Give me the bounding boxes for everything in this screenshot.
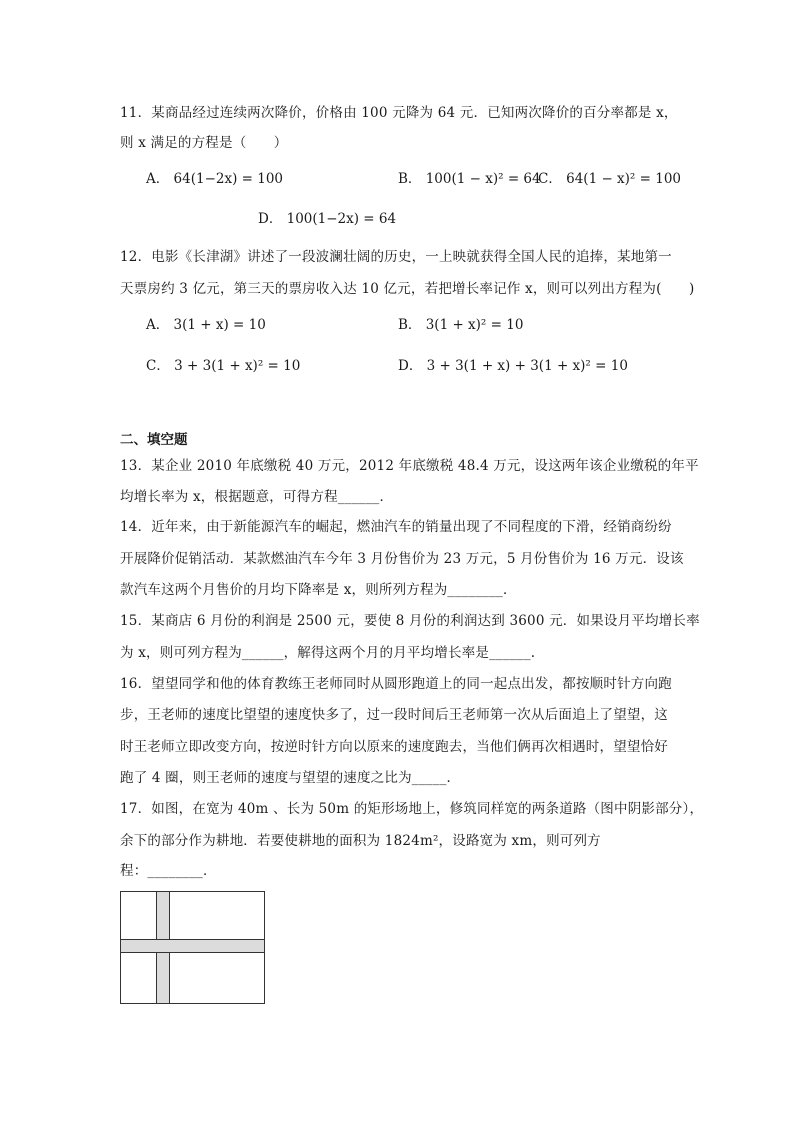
q13-line2: 均增长率为 x，根据题意，可得方程______． — [120, 489, 394, 505]
q12-line1: 12．电影《长津湖》讲述了一段波澜壮阔的历史，一上映就获得全国人民的追捧，某地第一 — [120, 249, 672, 265]
q16-line4: 跑了 4 圈，则王老师的速度与望望的速度之比为_____． — [120, 770, 461, 786]
q13-line1: 13．某企业 2010 年底缴税 40 万元，2012 年底缴税 48.4 万元，设这两年该企业缴税的年平 — [120, 458, 699, 474]
q11-option-c: C． 64(1 − x)² = 100 — [538, 171, 682, 187]
q15-line2: 为 x，则可列方程为______，解得这两个月的月平均增长率是______. — [120, 645, 536, 661]
rectangular-field-figure — [120, 891, 265, 1004]
q12-line2: 天票房约 3 亿元，第三天的票房收入达 10 亿元，若把增长率记作 x，则可以列出方程为( ) — [120, 281, 695, 297]
q14-line2: 开展降价促销活动．某款燃油汽车今年 3 月份售价为 23 万元，5 月份售价为 16 万元．设该 — [120, 551, 684, 567]
q16-line1: 16．望望同学和他的体育教练王老师同时从圆形跑道上的同一起点出发，都按顺时针方向跑 — [120, 676, 672, 692]
q17-line1: 17．如图，在宽为 40m 、长为 50m 的矩形场地上，修筑同样宽的两条道路（图中阴影部分）， — [120, 801, 704, 817]
q11-line2: 则 x 满足的方程是（ ） — [120, 135, 288, 151]
q17-line3: 程：________． — [120, 863, 217, 879]
q12-option-a: A． 3(1 + x) = 10 — [146, 317, 266, 333]
q11-option-a: A． 64(1−2x) = 100 — [146, 171, 284, 187]
q15-line1: 15．某商店 6 月份的利润是 2500 元，要使 8 月份的利润达到 3600 元．如果设月平均增长率 — [120, 613, 700, 629]
q12-option-d: D． 3 + 3(1 + x) + 3(1 + x)² = 10 — [398, 358, 628, 374]
q16-line2: 步，王老师的速度比望望的速度快多了，过一段时间后王老师第一次从后面追上了望望，这 — [120, 707, 668, 723]
q14-line1: 14．近年来，由于新能源汽车的崛起，燃油汽车的销量出现了不同程度的下滑，经销商纷纷 — [120, 519, 672, 535]
q12-option-c: C． 3 + 3(1 + x)² = 10 — [146, 358, 301, 374]
q12-option-b: B． 3(1 + x)² = 10 — [398, 317, 524, 333]
q16-line3: 时王老师立即改变方向，按逆时针方向以原来的速度跑去，当他们俩再次相遇时，望望恰好 — [120, 739, 668, 755]
q11-option-d: D． 100(1−2x) = 64 — [258, 211, 397, 227]
q14-line3: 款汽车这两个月售价的月均下降率是 x，则所列方程为________． — [120, 582, 517, 598]
q11-option-b: B． 100(1 − x)² = 64 — [398, 171, 541, 187]
section-title: 二、填空题 — [120, 432, 188, 448]
q17-line2: 余下的部分作为耕地．若要使耕地的面积为 1824m²，设路宽为 xm，则可列方 — [120, 833, 601, 849]
q11-line1: 11．某商品经过连续两次降价，价格由 100 元降为 64 元．已知两次降价的百分率都是 x， — [120, 105, 678, 121]
horizontal-road — [121, 939, 264, 953]
